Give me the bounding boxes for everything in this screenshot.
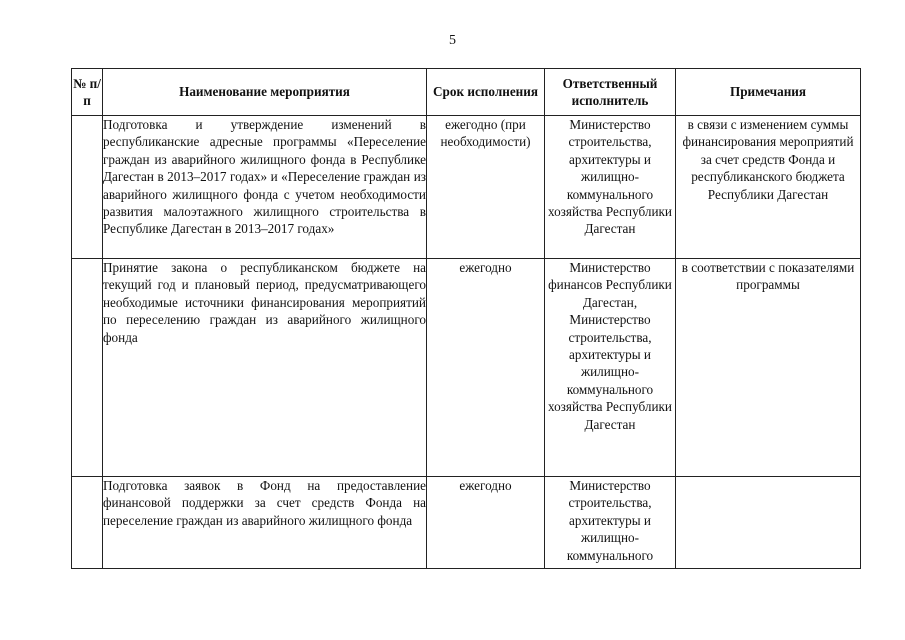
table-row (72, 477, 861, 569)
row-executor: Министерство финансов Республики Дагестан, Министерство строительства, архитектуры и жилищно-коммунального хозяйства Республики Дагестан (545, 259, 676, 477)
row-notes: в соответствии с показателями программы (676, 259, 861, 477)
header-row (72, 69, 861, 116)
row-term: ежегодно (427, 477, 545, 569)
header-term: Срок исполнения (427, 69, 545, 116)
row-term: ежегодно (427, 259, 545, 477)
table-row (72, 116, 861, 259)
header-executor: Ответственный исполнитель (545, 69, 676, 116)
row-num (72, 116, 103, 259)
header-num: № п/п (72, 69, 103, 116)
row-num (72, 477, 103, 569)
row-notes: в связи с изменением суммы финансирования мероприятий за счет средств Фонда и республиканского бюджета Республики Дагестан (676, 116, 861, 259)
row-num (72, 259, 103, 477)
row-term: ежегодно (при необходимости) (427, 116, 545, 259)
row-executor: Министерство строительства, архитектуры и жилищно-коммунального (545, 477, 676, 569)
row-name: Подготовка и утверждение изменений в республиканские адресные программы «Переселение граждан из аварийного жилищного фонда в Республике Дагестан в 2013–2017 годах» и «Переселение граждан из аварийного жилищного фонда с учетом необходимости развития малоэтажного жилищного строительства в Республике Дагестан в 2013–2017 годах» (103, 116, 427, 259)
page-number: 5 (449, 33, 456, 48)
row-notes (676, 477, 861, 569)
measures-table (71, 68, 861, 569)
header-name: Наименование мероприятия (103, 69, 427, 116)
row-executor: Министерство строительства, архитектуры и жилищно-коммунального хозяйства Республики Дагестан (545, 116, 676, 259)
row-name: Подготовка заявок в Фонд на предоставление финансовой поддержки за счет средств Фонда на переселение граждан из аварийного жилищного фонда (103, 477, 427, 569)
header-notes: Примечания (676, 69, 861, 116)
row-name: Принятие закона о республиканском бюджете на текущий год и плановый период, предусматривающего необходимые источники финансирования мероприятий по переселению граждан из аварийного жилищного фонда (103, 259, 427, 477)
table-row (72, 259, 861, 477)
